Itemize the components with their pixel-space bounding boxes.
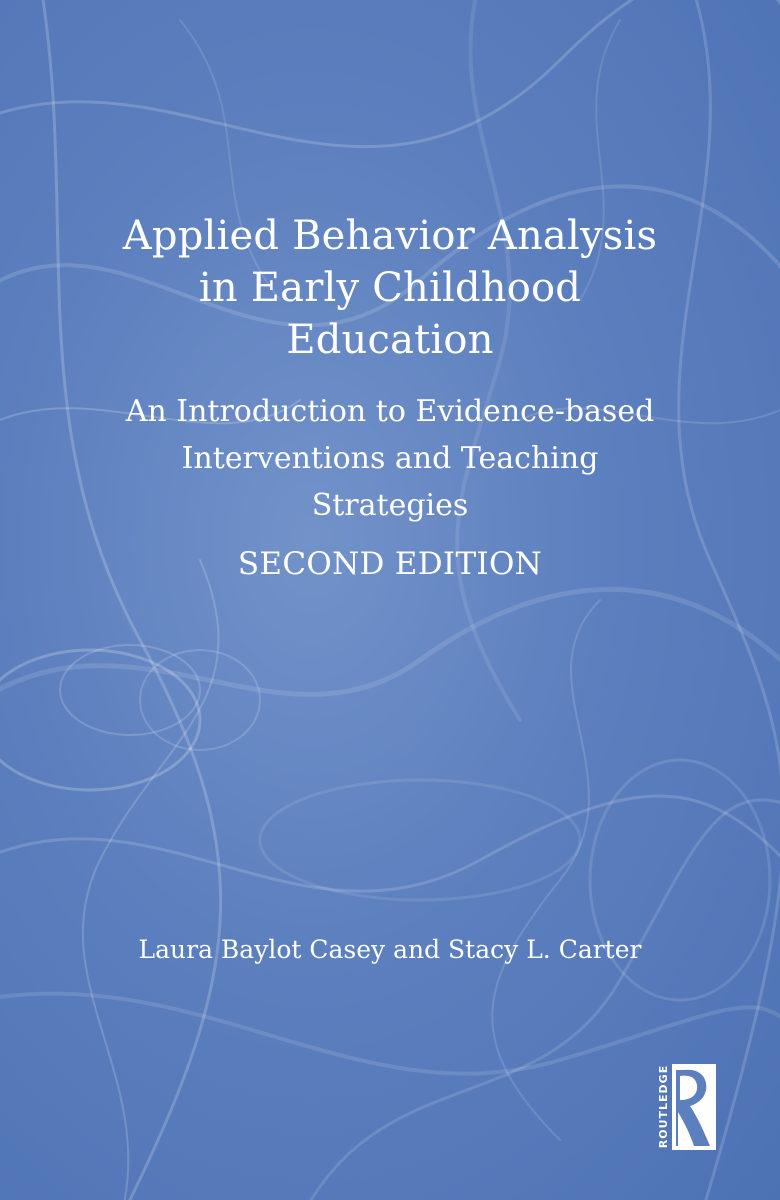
title-line: Applied Behavior Analysis [122, 213, 658, 259]
subtitle-line: Interventions and Teaching [181, 441, 599, 476]
publisher-name-text: ROUTLEDGE [657, 1064, 671, 1149]
author-names: Laura Baylot Casey and Stacy L. Carter [138, 935, 642, 964]
title-line: Education [286, 317, 494, 363]
subtitle-line: An Introduction to Evidence-based [125, 394, 655, 429]
edition-label: SECOND EDITION [237, 546, 543, 582]
subtitle-line: Strategies [311, 488, 469, 523]
title-line: in Early Childhood [198, 265, 582, 311]
routledge-r-silhouette-icon [654, 1062, 718, 1152]
book-title [0, 210, 780, 366]
book-subtitle [0, 388, 780, 529]
